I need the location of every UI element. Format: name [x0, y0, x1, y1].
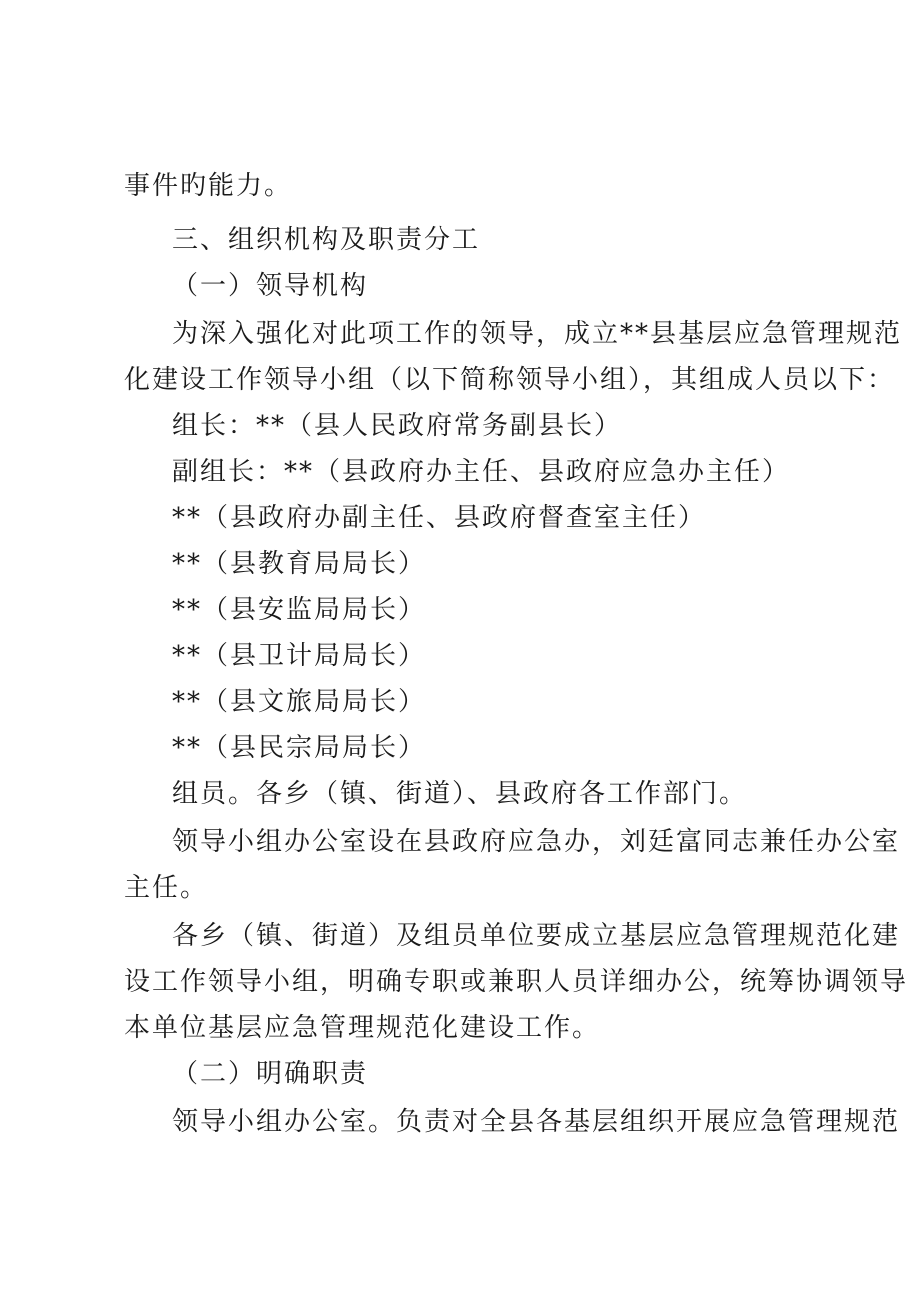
member-line: **（县教育局局长） — [172, 549, 427, 579]
paragraph-line: 领导小组办公室设在县政府应急办，刘廷富同志兼任办公室 — [172, 827, 901, 857]
member-line: **（县政府办副主任、县政府督查室主任） — [172, 503, 707, 533]
paragraph-line: 组员。各乡（镇、街道）、县政府各工作部门。 — [172, 779, 748, 809]
paragraph-line: 主任。 — [124, 873, 209, 903]
member-line: 组长：**（县人民政府常务副县长） — [172, 411, 623, 441]
paragraph-line: 领导小组办公室。负责对全县各基层组织开展应急管理规范 — [172, 1107, 901, 1137]
section-heading: 三、组织机构及职责分工 — [172, 225, 481, 255]
paragraph-line: 为深入强化对此项工作的领导，成立**县基层应急管理规范 — [172, 319, 903, 349]
paragraph-line: 化建设工作领导小组（以下简称领导小组），其组成人员以下： — [124, 365, 896, 395]
member-line: **（县安监局局长） — [172, 595, 427, 625]
paragraph-line: 各乡（镇、街道）及组员单位要成立基层应急管理规范化建 — [172, 921, 901, 951]
member-line: 副组长：**（县政府办主任、县政府应急办主任） — [172, 457, 791, 487]
paragraph-line: 设工作领导小组，明确专职或兼职人员详细办公，统筹协调领导 — [124, 967, 909, 997]
member-line: **（县民宗局局长） — [172, 733, 427, 763]
member-line: **（县卫计局局长） — [172, 641, 427, 671]
subsection-heading: （二）明确职责 — [172, 1059, 369, 1089]
subsection-heading: （一）领导机构 — [172, 271, 369, 301]
paragraph-line: 本单位基层应急管理规范化建设工作。 — [124, 1013, 601, 1043]
text-line: 事件旳能力。 — [124, 171, 293, 201]
member-line: **（县文旅局局长） — [172, 687, 427, 717]
